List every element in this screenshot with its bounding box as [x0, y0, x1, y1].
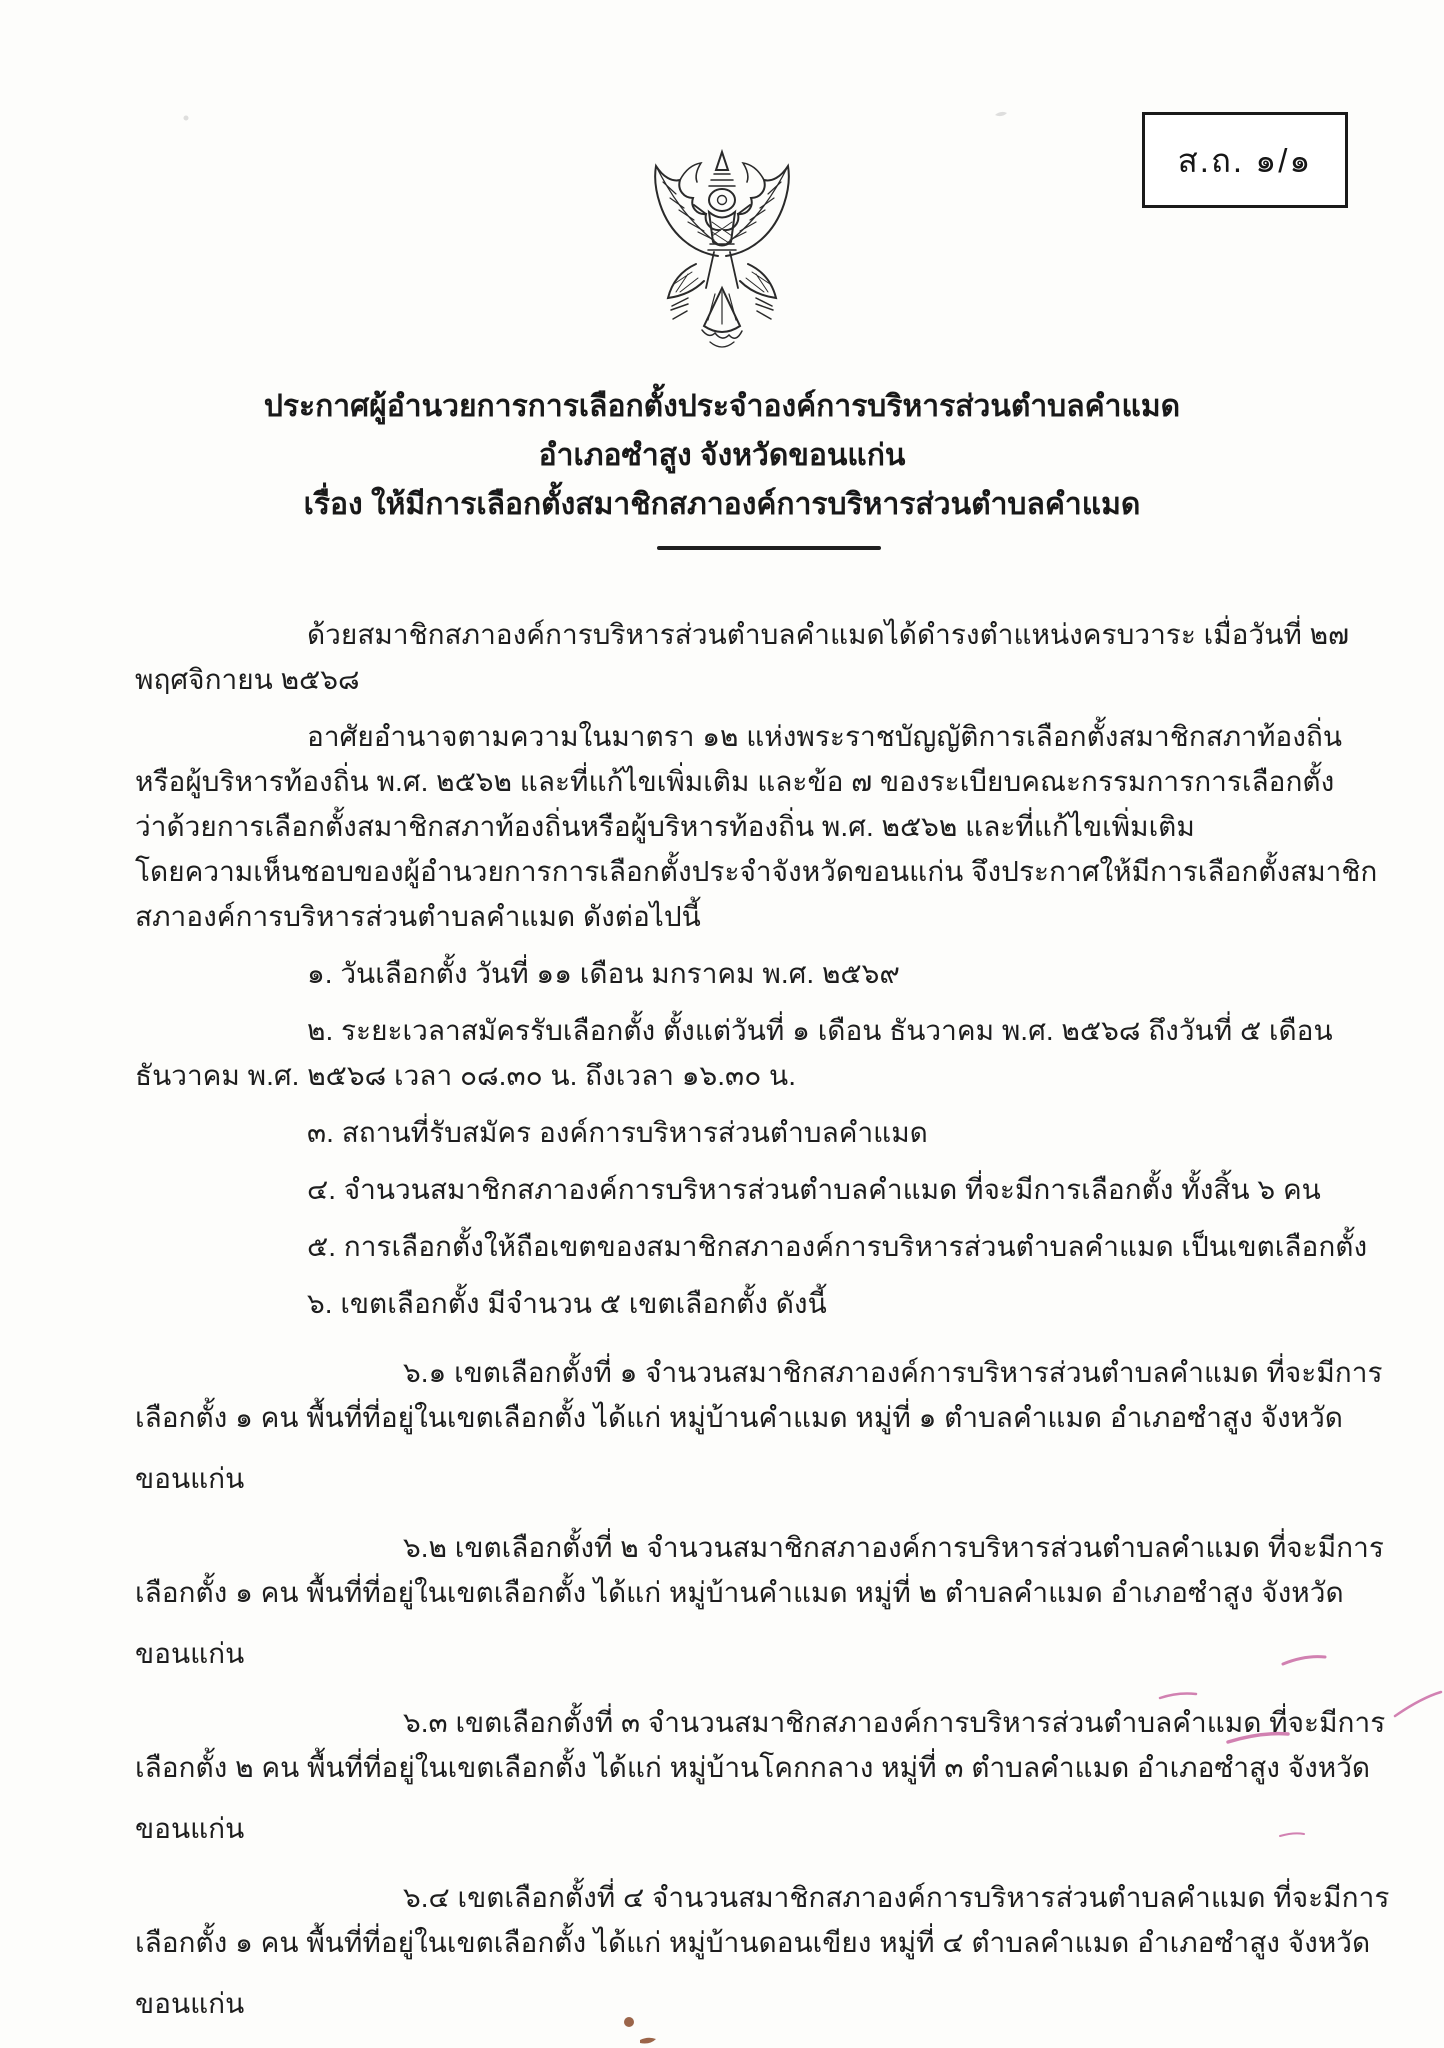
text-line: เลือกตั้ง ๑ คน พื้นที่ที่อยู่ในเขตเลือกตั้ง ได้แก่ หมู่บ้านคำแมด หมู่ที่ ๑ ตำบลคำแมด อำเภอซำสูง จังหวัด: [135, 1402, 1343, 1433]
subitem-constituency-2: [135, 1525, 1384, 1676]
text-line: ๖. เขตเลือกตั้ง มีจำนวน ๕ เขตเลือกตั้ง ดังนี้: [307, 1288, 827, 1319]
faint-smudges: [184, 112, 1008, 121]
text-line: ธันวาคม พ.ศ. ๒๕๖๘ เวลา ๐๘.๓๐ น. ถึงเวลา ๑๖.๓๐ น.: [135, 1060, 796, 1091]
text-line: ขอนแก่น: [135, 1638, 245, 1669]
subitem-constituency-1: [135, 1350, 1383, 1501]
garuda-crown: [709, 152, 735, 186]
text-line: สภาองค์การบริหารส่วนตำบลคำแมด ดังต่อไปนี้: [135, 901, 701, 932]
text-line: เลือกตั้ง ๑ คน พื้นที่ที่อยู่ในเขตเลือกตั้ง ได้แก่ หมู่บ้านคำแมด หมู่ที่ ๒ ตำบลคำแมด อำเภอซำสูง จังหวัด: [135, 1577, 1344, 1608]
text-line: พฤศจิกายน ๒๕๖๘: [135, 664, 360, 695]
item-constituency-count: [135, 1281, 1327, 1326]
garuda-emblem-icon: [630, 146, 814, 360]
text-line: ขอนแก่น: [135, 1463, 245, 1494]
text-line: เลือกตั้ง ๑ คน พื้นที่ที่อยู่ในเขตเลือกตั้ง ได้แก่ หมู่บ้านดอนเขียง หมู่ที่ ๔ ตำบลคำแมด อำเภอซำสูง จังหวัด: [135, 1927, 1371, 1958]
text-line: หรือผู้บริหารท้องถิ่น พ.ศ. ๒๕๖๒ และที่แก้ไขเพิ่มเติม และข้อ ๗ ของระเบียบคณะกรรมการการเลือกตั้ง: [135, 766, 1335, 797]
subitem-constituency-4: [135, 1875, 1390, 2026]
paragraph-legal-authority: [135, 714, 1378, 939]
text-line: ๕. การเลือกตั้งให้ถือเขตของสมาชิกสภาองค์การบริหารส่วนตำบลคำแมด เป็นเขตเลือกตั้ง: [307, 1231, 1368, 1262]
text-line: อาศัยอำนาจตามความในมาตรา ๑๒ แห่งพระราชบัญญัติการเลือกตั้งสมาชิกสภาท้องถิ่น: [307, 721, 1343, 752]
item-election-date: [135, 951, 1327, 996]
garuda-right-wing: [724, 163, 789, 256]
item-number-of-members: [135, 1167, 1327, 1212]
item-constituency-rule: [135, 1224, 1368, 1269]
garuda-legs: [706, 252, 738, 288]
text-line: โดยความเห็นชอบของผู้อำนวยการการเลือกตั้งประจำจังหวัดขอนแก่น จึงประกาศให้มีการเลือกตั้งสมาชิก: [135, 856, 1378, 887]
text-line: ด้วยสมาชิกสภาองค์การบริหารส่วนตำบลคำแมดได้ดำรงตำแหน่งครบวาระ เมื่อวันที่ ๒๗: [307, 619, 1350, 650]
garuda-head: [709, 189, 735, 211]
title-line-1: ประกาศผู้อำนวยการการเลือกตั้งประจำองค์การบริหารส่วนตำบลคำแมด: [263, 390, 1181, 423]
item-application-place: [135, 1110, 1327, 1155]
paragraph-term-expiry: [135, 612, 1350, 702]
text-line: ๓. สถานที่รับสมัคร องค์การบริหารส่วนตำบลคำแมด: [307, 1117, 928, 1148]
text-line: ๑. วันเลือกตั้ง วันที่ ๑๑ เดือน มกราคม พ.ศ. ๒๕๖๙: [307, 958, 900, 989]
text-line: ว่าด้วยการเลือกตั้งสมาชิกสภาท้องถิ่นหรือผู้บริหารท้องถิ่น พ.ศ. ๒๕๖๒ และที่แก้ไขเพิ่มเติม: [135, 811, 1195, 842]
garuda-tail: [702, 288, 742, 347]
text-line: ๖.๔ เขตเลือกตั้งที่ ๔ จำนวนสมาชิกสภาองค์การบริหารส่วนตำบลคำแมด ที่จะมีการ: [403, 1882, 1390, 1913]
text-line: ๒. ระยะเวลาสมัครรับเลือกตั้ง ตั้งแต่วันที่ ๑ เดือน ธันวาคม พ.ศ. ๒๕๖๘ ถึงวันที่ ๕ เดือน: [307, 1015, 1333, 1046]
text-line: ขอนแก่น: [135, 1988, 245, 2019]
item-application-period: [135, 1008, 1333, 1098]
text-line: ๖.๑ เขตเลือกตั้งที่ ๑ จำนวนสมาชิกสภาองค์การบริหารส่วนตำบลคำแมด ที่จะมีการ: [403, 1357, 1383, 1388]
title-line-3: เรื่อง ให้มีการเลือกตั้งสมาชิกสภาองค์การบริหารส่วนตำบลคำแมด: [303, 488, 1141, 521]
garuda-arms: [694, 205, 750, 214]
garuda-chest: [708, 212, 736, 250]
title-line-2: อำเภอซำสูง จังหวัดขอนแก่น: [538, 439, 906, 472]
title-divider-rule: [657, 546, 881, 550]
text-line: ขอนแก่น: [135, 1813, 245, 1844]
form-code-label: ส.ถ. ๑/๑: [1177, 141, 1313, 179]
text-line: เลือกตั้ง ๒ คน พื้นที่ที่อยู่ในเขตเลือกตั้ง ได้แก่ หมู่บ้านโคกกลาง หมู่ที่ ๓ ตำบลคำแมด อำเภอซำสูง จังหวัด: [135, 1752, 1371, 1783]
document-body: [135, 612, 1390, 2026]
text-line: ๖.๓ เขตเลือกตั้งที่ ๓ จำนวนสมาชิกสภาองค์การบริหารส่วนตำบลคำแมด ที่จะมีการ: [403, 1707, 1386, 1738]
text-line: ๔. จำนวนสมาชิกสภาองค์การบริหารส่วนตำบลคำแมด ที่จะมีการเลือกตั้ง ทั้งสิ้น ๖ คน: [307, 1174, 1321, 1205]
document-title: [0, 382, 1444, 529]
form-code-box: [1142, 112, 1348, 208]
garuda-left-wing: [655, 163, 720, 256]
text-line: ๖.๒ เขตเลือกตั้งที่ ๒ จำนวนสมาชิกสภาองค์การบริหารส่วนตำบลคำแมด ที่จะมีการ: [403, 1532, 1384, 1563]
subitem-constituency-3: [135, 1700, 1386, 1851]
